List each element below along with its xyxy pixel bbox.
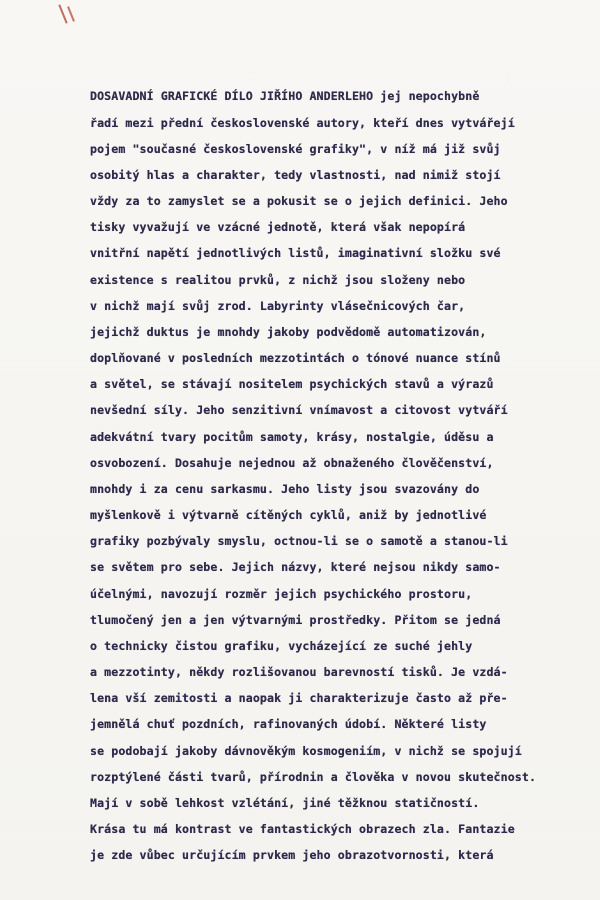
text-line: Krása tu má kontrast ve fantastických obrazech zla. Fantazie bbox=[90, 822, 515, 836]
text-line: tlumočený jen a jen výtvarnými prostředky. Přitom se jedná bbox=[90, 613, 501, 627]
text-line: jejichž duktus je mnohdy jakoby podvědomě automatizován, bbox=[90, 325, 487, 339]
text-line: vnitřní napětí jednotlivých listů, imaginativní složku své bbox=[90, 246, 501, 260]
text-line: nevšední síly. Jeho senzitivní vnímavost a citovost vytváří bbox=[90, 403, 508, 417]
text-line: osobitý hlas a charakter, tedy vlastnosti, nad nimiž stojí bbox=[90, 168, 501, 182]
text-line: vždy za to zamyslet se a pokusit se o jejich definici. Jeho bbox=[90, 194, 508, 208]
text-line: řadí mezi přední československé autory, kteří dnes vytvářejí bbox=[90, 116, 515, 130]
text-line: a mezzotinty, někdy rozlišovanou barevností tisků. Je vzdá- bbox=[90, 665, 508, 679]
text-line: lena vší zemitosti a naopak ji charakterizuje často až pře- bbox=[90, 691, 508, 705]
text-line: jemnělá chuť pozdních, rafinovaných údobí. Některé listy bbox=[90, 717, 487, 731]
text-line: pojem "současné československé grafiky", v níž má již svůj bbox=[90, 142, 501, 156]
text-line: mnohdy i za cenu sarkasmu. Jeho listy jsou svazovány do bbox=[90, 482, 480, 496]
text-line: DOSAVADNÍ GRAFICKÉ DÍLO JIŘÍHO ANDERLEHO jej nepochybně bbox=[90, 89, 480, 103]
text-line: v nichž mají svůj zrod. Labyrinty vlásečnicových čar, bbox=[90, 299, 466, 313]
text-line: grafiky pozbývaly smyslu, octnou-li se o samotě a stanou-li bbox=[90, 534, 508, 548]
text-line: existence s realitou prvků, z nichž jsou složeny nebo bbox=[90, 273, 466, 287]
text-line: myšlenkově i výtvarně cítěných cyklů, aniž by jednotlivé bbox=[90, 508, 487, 522]
text-line: je zde vůbec určujícím prvkem jeho obrazotvornosti, která bbox=[90, 848, 494, 862]
text-line: osvobození. Dosahuje nejednou až obnaženého člověčenství, bbox=[90, 456, 494, 470]
text-line: o technicky čistou grafiku, vycházející ze suché jehly bbox=[90, 639, 473, 653]
text-line: doplňované v posledních mezzotintách o tónové nuance stínů bbox=[90, 351, 501, 365]
text-line: adekvátní tvary pocitům samoty, krásy, nostalgie, úděsu a bbox=[90, 430, 494, 444]
text-line: se podobají jakoby dávnověkým kosmogeniím, v nichž se spojují bbox=[90, 744, 522, 758]
text-line: tisky vyvažují ve vzácné jednotě, která však nepopírá bbox=[90, 220, 466, 234]
text-line: a světel, se stávají nositelem psychických stavů a výrazů bbox=[90, 377, 494, 391]
text-line: Mají v sobě lehkost vzlétání, jiné těžknou statičností. bbox=[90, 796, 480, 810]
text-line: rozptýlené části tvarů, přírodnin a člověka v novou skutečnost. bbox=[90, 770, 537, 784]
text-line: se světem pro sebe. Jejich názvy, které nejsou nikdy samo- bbox=[90, 560, 501, 574]
text-line: účelnými, navozují rozměr jejich psychického prostoru, bbox=[90, 587, 473, 601]
